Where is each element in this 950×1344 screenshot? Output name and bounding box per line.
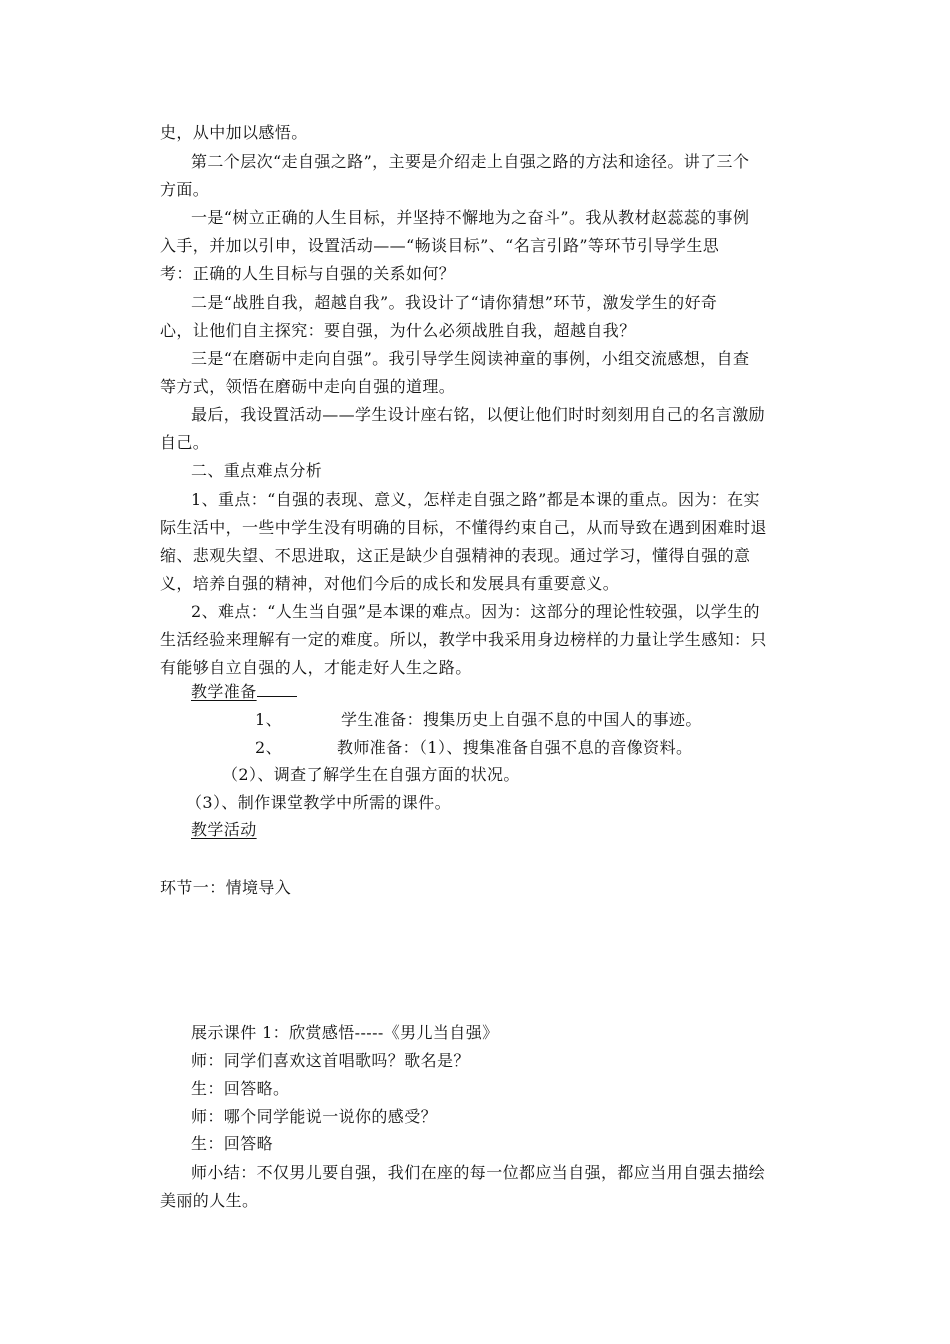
paragraph-line: 际生活中，一些中学生没有明确的目标，不懂得约束自己，从而导致在遇到困难时退 [160, 518, 767, 537]
paragraph-line: 一是“树立正确的人生目标，并坚持不懈地为之奋斗”。我从教材赵蕊蕊的事例 [191, 208, 750, 227]
activity-heading: 教学活动 [191, 820, 257, 839]
paragraph-line: 三是“在磨砺中走向自强”。我引导学生阅读神童的事例，小组交流感想，自查 [191, 349, 750, 368]
heading-underline [257, 682, 297, 697]
paragraph-line: 等方式，领悟在磨砺中走向自强的道理。 [160, 377, 456, 396]
paragraph-line: 自己。 [160, 433, 210, 452]
prep-item-number: 1、 [255, 710, 282, 729]
section-heading: 二、重点难点分析 [191, 461, 323, 480]
paragraph-line: 2、难点：“人生当自强”是本课的难点。因为：这部分的理论性较强，以学生的 [191, 602, 760, 621]
prep-item [255, 710, 702, 730]
paragraph-line: 1、重点：“自强的表现、意义，怎样走自强之路”都是本课的重点。因为：在实 [191, 490, 760, 509]
prep-item-text: 学生准备：搜集历史上自强不息的中国人的事迹。 [341, 710, 702, 729]
prep-item [255, 738, 692, 758]
paragraph-line: 心，让他们自主探究：要自强，为什么必须战胜自我，超越自我？ [160, 321, 636, 340]
paragraph-line: 缩、悲观失望、不思进取，这正是缺少自强精神的表现。通过学习，懂得自强的意 [160, 546, 751, 565]
paragraph-line: 考：正确的人生目标与自强的关系如何？ [160, 264, 456, 283]
summary-line: 师小结：不仅男儿要自强，我们在座的每一位都应当自强，都应当用自强去描绘 [191, 1163, 766, 1182]
prep-heading-text: 教学准备 [191, 682, 257, 701]
dialogue-line: 师：哪个同学能说一说你的感受？ [191, 1107, 438, 1126]
prep-item-text: 教师准备：（1）、搜集准备自强不息的音像资料。 [337, 738, 693, 757]
prep-subitem: （3）、制作课堂教学中所需的课件。 [186, 793, 451, 812]
paragraph-line: 有能够自立自强的人，才能走好人生之路。 [160, 658, 472, 677]
prep-item-number: 2、 [255, 738, 282, 757]
summary-line: 美丽的人生。 [160, 1191, 259, 1210]
paragraph-line: 义，培养自强的精神，对他们今后的成长和发展具有重要意义。 [160, 574, 620, 593]
dialogue-line: 生：回答略。 [191, 1079, 290, 1098]
paragraph-line: 入手，并加以引申，设置活动——“畅谈目标”、“名言引路”等环节引导学生思 [160, 236, 720, 255]
dialogue-line: 生：回答略 [191, 1134, 274, 1153]
paragraph-line: 生活经验来理解有一定的难度。所以，教学中我采用身边榜样的力量让学生感知：只 [160, 630, 767, 649]
paragraph-line: 最后，我设置活动——学生设计座右铭，以便让他们时时刻刻用自己的名言激励 [191, 405, 766, 424]
paragraph-line: 第二个层次“走自强之路”，主要是介绍走上自强之路的方法和途径。讲了三个 [191, 152, 750, 171]
section-title: 环节一：情境导入 [160, 878, 292, 897]
paragraph-line: 二是“战胜自我，超越自我”。我设计了“请你猜想”环节，激发学生的好奇 [191, 293, 718, 312]
paragraph-line: 方面。 [160, 180, 210, 199]
prep-heading [191, 682, 297, 702]
courseware-line: 展示课件 1：欣赏感悟-----《男儿当自强》 [191, 1023, 499, 1042]
dialogue-line: 师：同学们喜欢这首唱歌吗？歌名是？ [191, 1051, 470, 1070]
paragraph-line: 史，从中加以感悟。 [160, 123, 308, 142]
prep-subitem: （2）、调查了解学生在自强方面的状况。 [222, 765, 520, 784]
